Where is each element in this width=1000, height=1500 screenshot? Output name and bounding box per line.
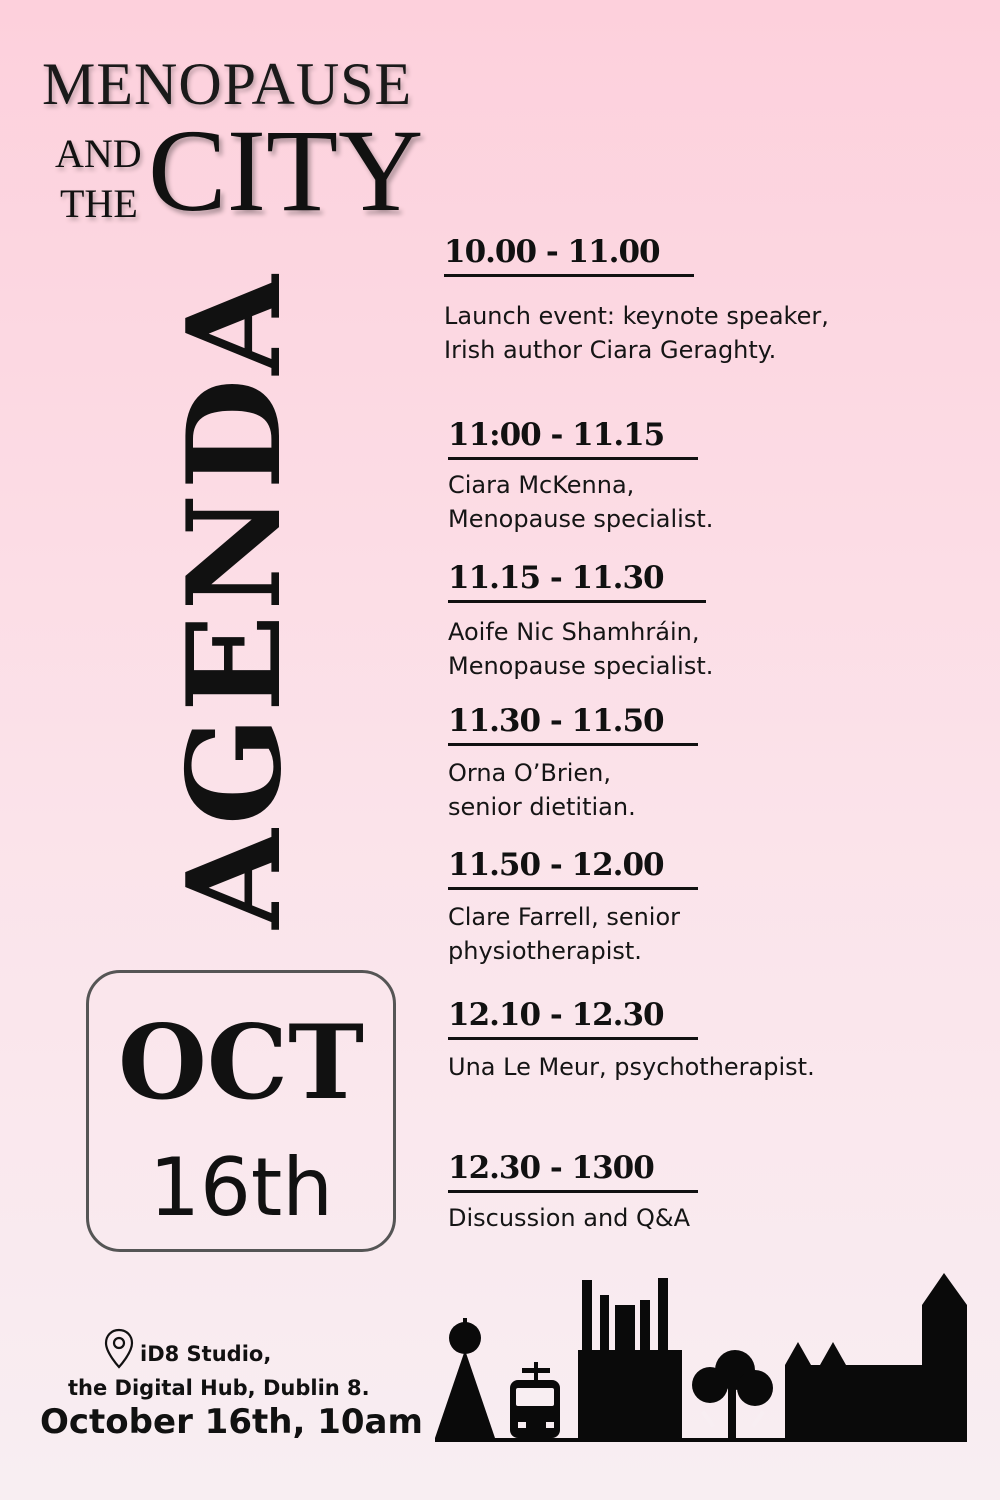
agenda-heading: AGENDA [160, 271, 310, 929]
schedule-item [448, 845, 948, 968]
dublin-skyline-illustration [430, 1270, 970, 1445]
schedule-item [444, 232, 944, 367]
event-datetime: October 16th, 10am [40, 1402, 423, 1442]
schedule-rule [448, 887, 698, 890]
date-day: 16th [149, 1141, 333, 1234]
schedule-desc: Clare Farrell, senior physiotherapist. [448, 903, 681, 965]
location-address: the Digital Hub, Dublin 8. [68, 1376, 370, 1400]
schedule-item [448, 1148, 948, 1235]
schedule-item [448, 558, 948, 683]
title-city: CITY [148, 105, 424, 236]
title-the: THE [60, 181, 138, 226]
schedule-time: 10.00 - 11.00 [444, 234, 660, 270]
schedule-time: 11.15 - 11.30 [448, 560, 664, 596]
schedule-time: 12.10 - 12.30 [448, 997, 664, 1033]
schedule-rule [448, 600, 706, 603]
schedule-time: 11.30 - 11.50 [448, 703, 664, 739]
location-venue: iD8 Studio, [140, 1342, 272, 1366]
schedule-desc: Orna O’Brien, senior dietitian. [448, 759, 636, 821]
schedule-rule [448, 1190, 698, 1193]
schedule-item [448, 995, 948, 1084]
schedule-desc: Una Le Meur, psychotherapist. [448, 1053, 815, 1081]
schedule-time: 12.30 - 1300 [448, 1150, 654, 1186]
schedule-rule [448, 457, 698, 460]
title-and: AND [55, 131, 142, 176]
schedule-time: 11.50 - 12.00 [448, 847, 664, 883]
map-pin-icon [104, 1328, 134, 1370]
schedule-rule [448, 743, 698, 746]
date-month: OCT [118, 1003, 364, 1123]
schedule-desc: Launch event: keynote speaker, Irish author Ciara Geraghty. [444, 302, 829, 364]
schedule-time: 11:00 - 11.15 [448, 417, 665, 453]
schedule-desc: Discussion and Q&A [448, 1204, 691, 1232]
title-menopause: MENOPAUSE [42, 51, 413, 117]
schedule-desc: Aoife Nic Shamhráin, Menopause specialist. [448, 618, 714, 680]
schedule-item [448, 415, 948, 536]
schedule-rule [448, 1037, 698, 1040]
date-badge [86, 970, 396, 1252]
agenda-heading-wrap [145, 271, 325, 929]
schedule-rule [444, 274, 694, 277]
schedule-desc: Ciara McKenna, Menopause specialist. [448, 471, 714, 533]
schedule-item [448, 701, 948, 824]
